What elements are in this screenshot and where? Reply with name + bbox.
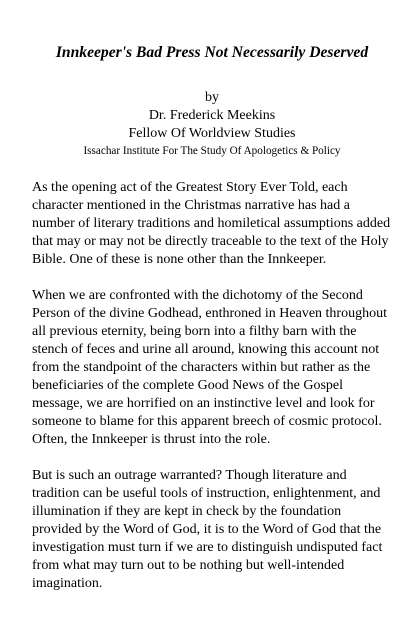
paragraph-2: When we are confronted with the dichotomy of the Second Person of the divine Godhead, enthroned in Heaven throughout all previous eternity, being born into a filthy barn with the stench of feces and urine all around, knowing this account not from the standpoint of the characters within but rather as the beneficiaries of the complete Good News of the Gospel message, we are horrified on an instinctive level and look for someone to blame for this apparent breech of cosmic protocol. Often, the Innkeeper is thrust into the role. [32, 288, 387, 447]
author-name: Dr. Frederick Meekins [148, 108, 276, 123]
document-body [32, 179, 392, 593]
document-title: Innkeeper's Bad Press Not Necessarily Deserved [55, 44, 369, 61]
byline-by: by [205, 90, 219, 105]
paragraph-1: As the opening act of the Greatest Story Ever Told, each character mentioned in the Christmas narrative has had a number of literary traditions and homiletical assumptions added that may or may not be directly traceable to the text of the Holy Bible. One of these is none other than the Innkeeper. [32, 180, 391, 267]
paragraph-3: But is such an outrage warranted? Though literature and tradition can be useful tools of instruction, enlightenment, and illumination if they are kept in check by the foundation provided by the Word of God, it is to the Word of God that the investigation must turn if we are to distinguish undisputed fact from what may turn out to be nothing but well-intended imagination. [32, 468, 383, 591]
author-institution: Issachar Institute For The Study Of Apologetics & Policy [83, 145, 341, 157]
byline [32, 89, 392, 160]
author-position: Fellow Of Worldview Studies [128, 126, 296, 141]
